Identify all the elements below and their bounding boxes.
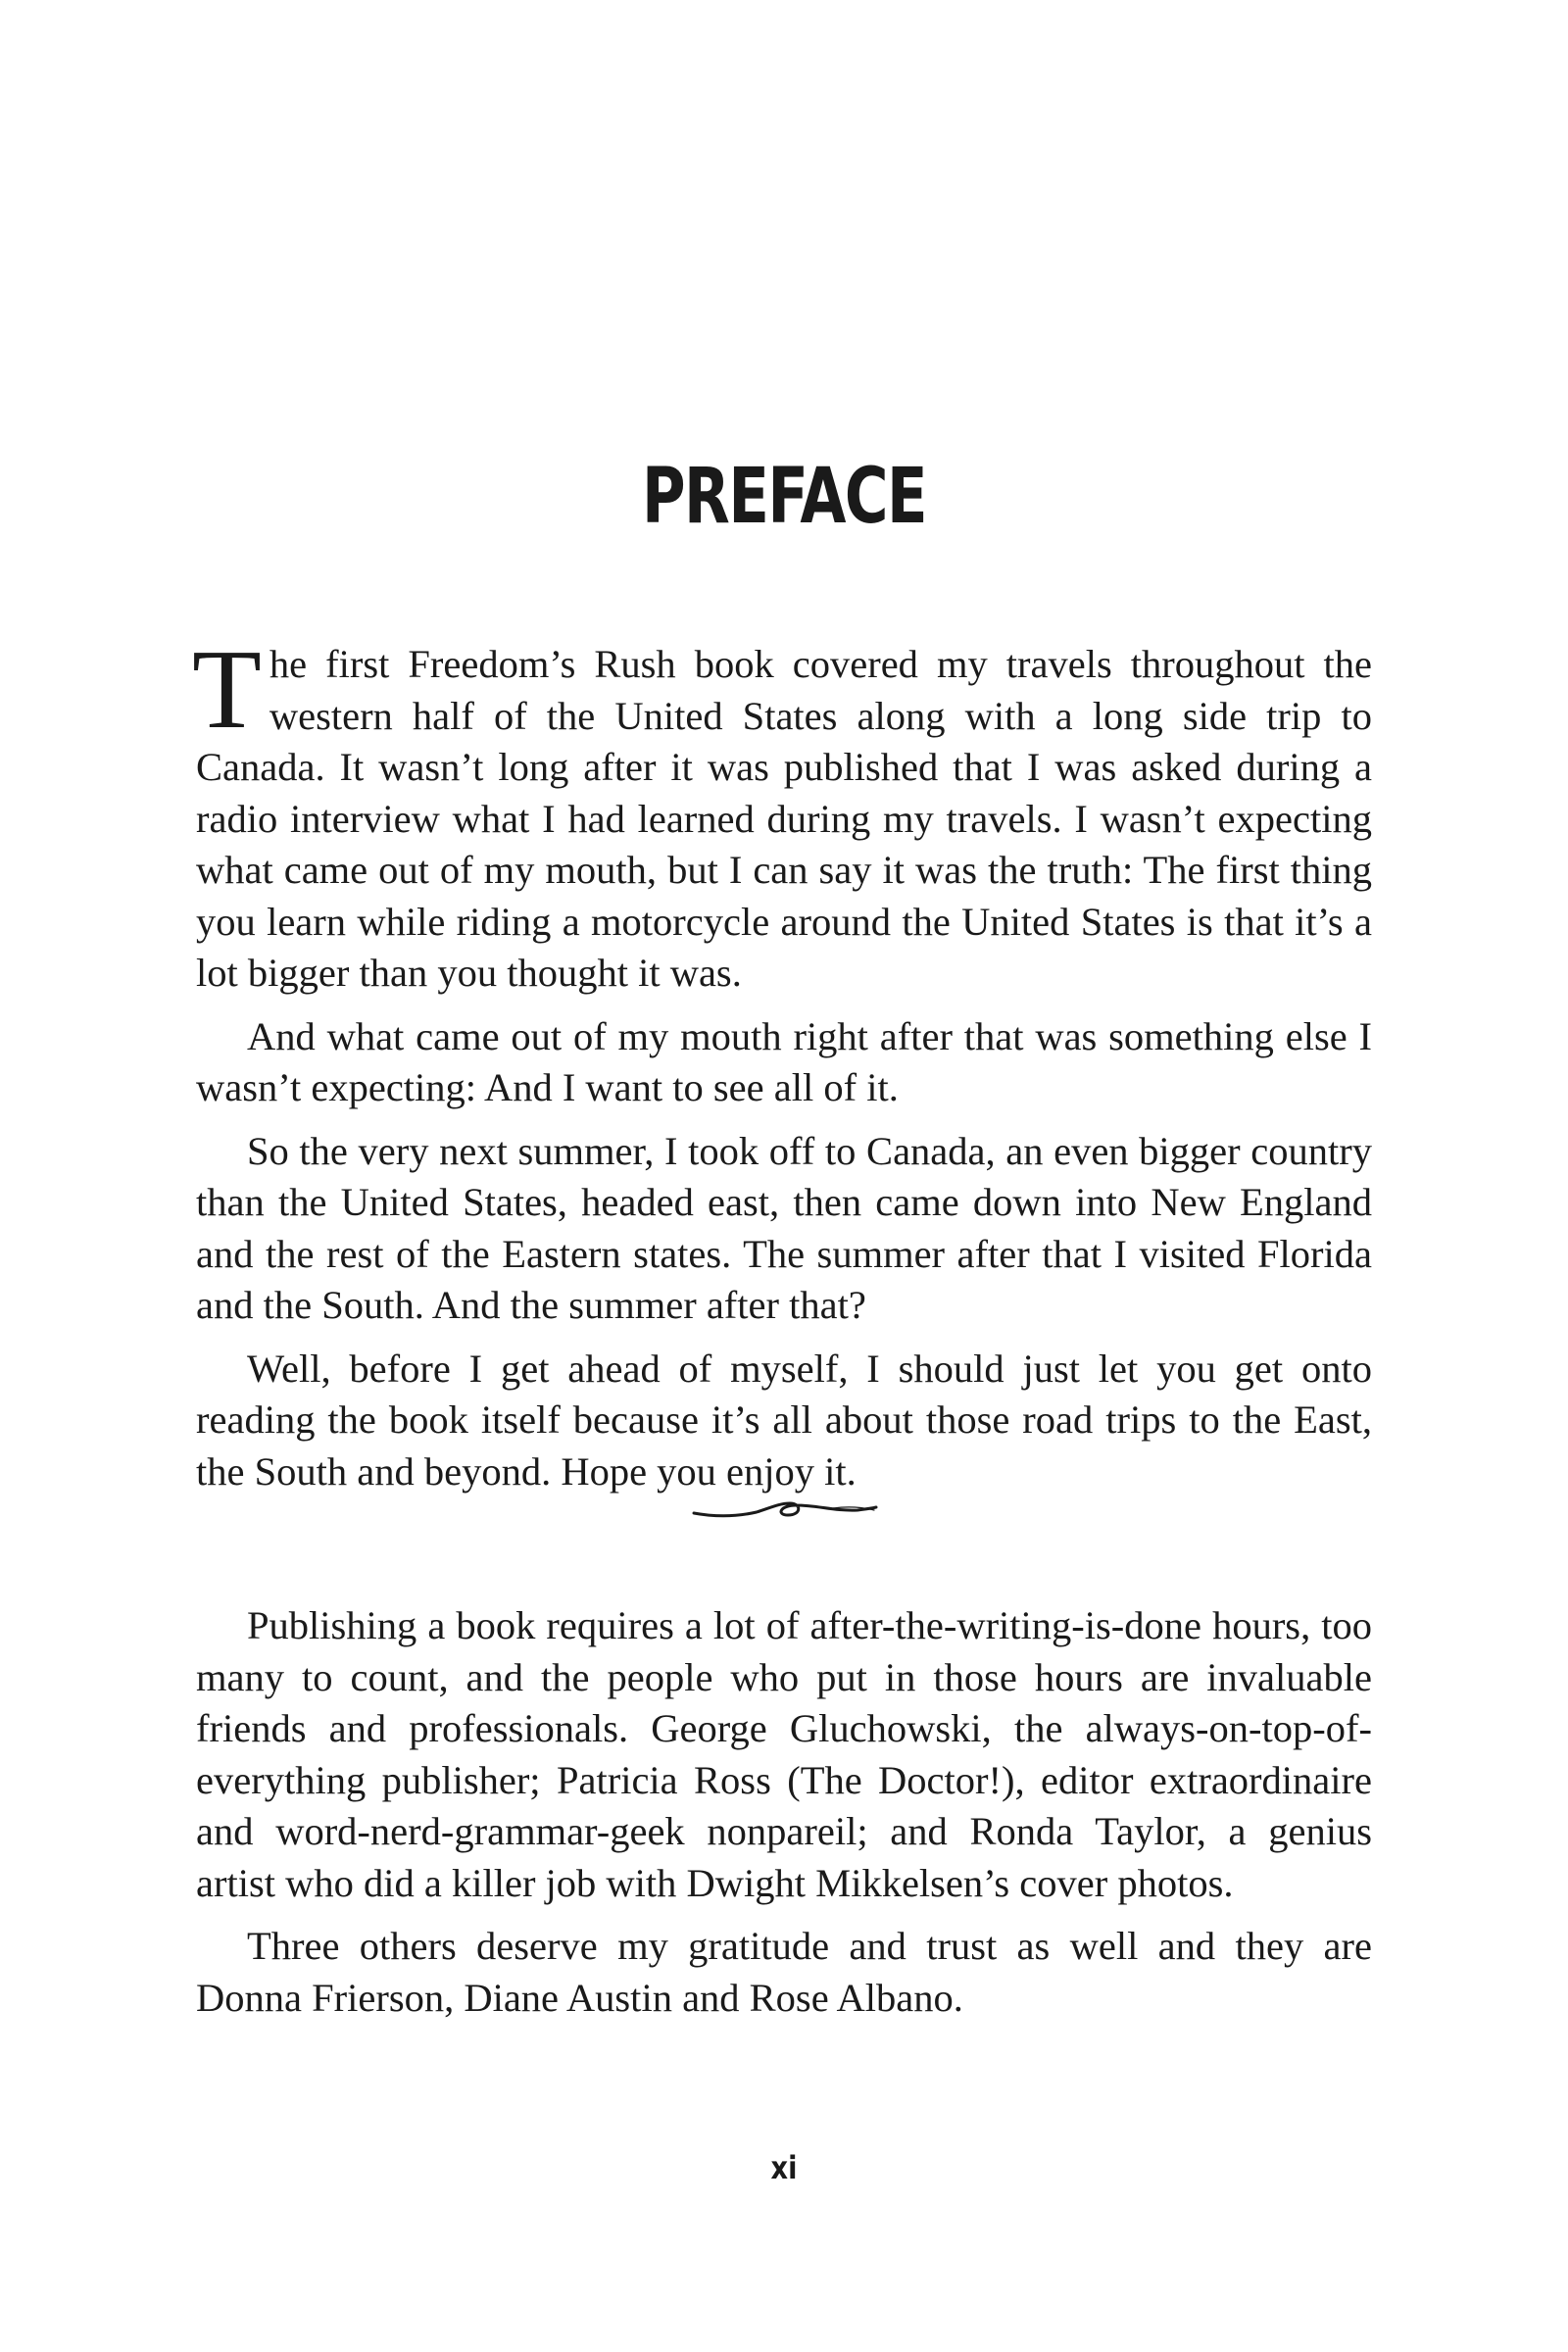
acknowledgments-section <box>196 1600 1372 2035</box>
preface-paragraph-3: So the very next summer, I took off to Canada, an even bigger country than the United States, headed east, then came down into New England and the rest of the Eastern states. The summer after that I visited Florida and the South. And the summer after that? <box>196 1128 1372 1327</box>
acknowledgments-paragraph-1: Publishing a book requires a lot of after-the-writing-is-done hours, too many to count, and the people who put in those hours are invaluable friends and professionals. George Gluchowski, the always-on-top-of-everything publisher; Patricia Ross (The Doctor!), editor extraordinaire and word-nerd-grammar-geek nonpareil; and Ronda Taylor, a genius artist who did a killer job with Dwight Mikkelsen’s cover photos. <box>196 1603 1372 1905</box>
preface-paragraph-2: And what came out of my mouth right after that was something else I wasn’t expecting: And I want to see all of it. <box>196 1013 1372 1109</box>
preface-section <box>192 627 1372 1509</box>
preface-paragraph-1 <box>192 627 1372 1000</box>
acknowledgments-paragraph-2: Three others deserve my gratitude and trust as well and they are Donna Frierson, Diane Austin and Rose Albano. <box>196 1924 1372 2020</box>
flourish-ornament-icon <box>686 1495 882 1525</box>
drop-cap: T <box>192 627 262 753</box>
page-number: xi <box>770 2149 798 2186</box>
preface-paragraph-1-text: he first Freedom’s Rush book covered my travels throughout the western half of the United States along with a long side trip to Canada. It wasn’t long after it was published that I was asked during a radio interview what I had learned during my travels. I wasn’t expecting what came out of my mouth, but I can say it was the truth: The first thing you learn while riding a motorcycle around the United States is that it’s a lot bigger than you thought it was. <box>196 642 1372 995</box>
page-title: PREFACE <box>642 453 926 541</box>
preface-paragraph-4: Well, before I get ahead of myself, I should just let you get onto reading the book itself because it’s all about those road trips to the East, the South and beyond. Hope you enjoy it. <box>196 1346 1372 1494</box>
